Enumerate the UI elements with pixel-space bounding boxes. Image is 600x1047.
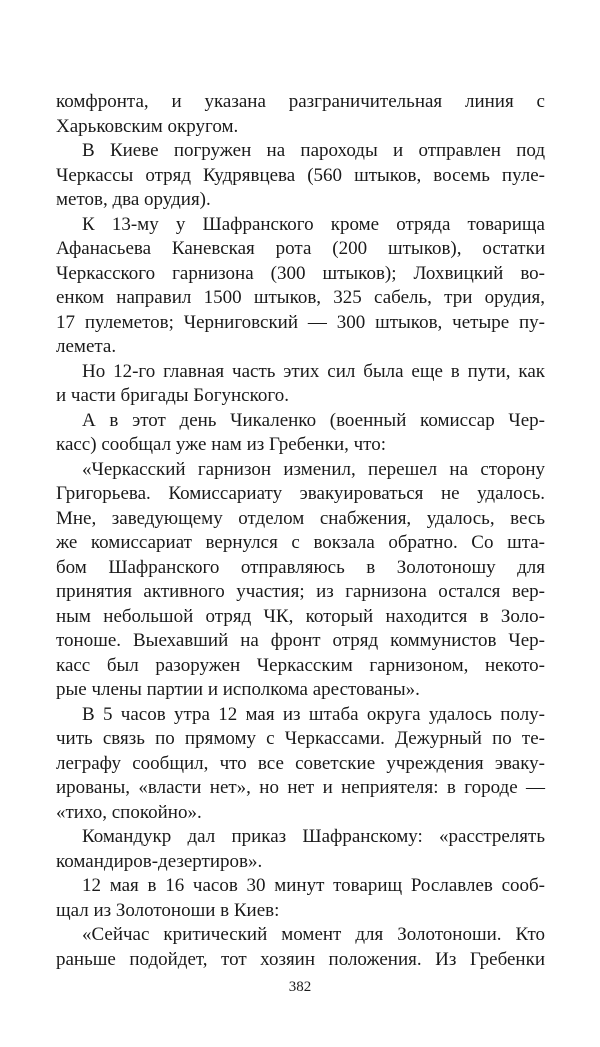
text-line: 17 пулеметов; Черниговский — 300 штыков, четыре пу- — [56, 311, 545, 333]
text-line: принятия активного участия; из гарнизона остался вер- — [56, 581, 545, 602]
text-line: Мне, заведующему отделом снабжения, удалось, весь — [56, 507, 545, 529]
text-line: Харьковским округом. — [56, 115, 239, 137]
text-line: метов, два орудия). — [56, 189, 211, 210]
paragraph — [56, 458, 545, 703]
text-line: тоноше. Выехавший на фронт отряд коммунистов Чер- — [56, 630, 545, 651]
text-line: Командукр дал приказ Шафранскому: «расстрелять — [82, 826, 545, 847]
paragraph — [56, 703, 545, 826]
text-line: Черкассы отряд Кудрявцева (560 штыков, восемь пуле- — [56, 164, 545, 186]
text-line: В 5 часов утра 12 мая из штаба округа удалось полу- — [82, 703, 545, 725]
paragraph — [56, 139, 545, 213]
paragraph — [56, 360, 545, 409]
text-line: рые члены партии и исполкома арестованы». — [56, 679, 420, 700]
text-line: леграфу сообщил, что все советские учреждения эваку- — [56, 752, 545, 774]
text-line: 12 мая в 16 часов 30 минут товарищ Рославлев сооб- — [82, 875, 545, 896]
text-line: А в этот день Чикаленко (военный комиссар Чер- — [82, 409, 545, 431]
text-line: же комиссариат вернулся с вокзала обратно. Со шта- — [56, 532, 545, 553]
text-line: щал из Золотоноши в Киев: — [56, 899, 280, 921]
paragraph — [56, 923, 545, 972]
text-line: «тихо, спокойно». — [56, 801, 202, 823]
body-text — [56, 90, 545, 972]
text-line: Но 12-го главная часть этих сил была еще в пути, как — [82, 360, 545, 382]
text-line: Афанасьева Каневская рота (200 штыков), остатки — [56, 238, 545, 259]
page-number: 382 — [288, 979, 312, 995]
paragraph — [56, 90, 545, 139]
text-line: лемета. — [56, 336, 117, 357]
text-line: В Киеве погружен на пароходы и отправлен под — [82, 140, 545, 161]
text-line: комфронта, и указана разграничительная линия с — [56, 91, 545, 112]
text-line: бом Шафранского отправляюсь в Золотоношу для — [56, 556, 545, 578]
text-line: командиров-дезертиров». — [56, 850, 263, 872]
text-line: ным небольшой отряд ЧК, который находится в Золо- — [56, 605, 545, 627]
paragraph — [56, 213, 545, 360]
text-line: Черкасского гарнизона (300 штыков); Лохвицкий во- — [56, 262, 545, 284]
text-line: чить связь по прямому с Черкассами. Дежурный по те- — [56, 728, 545, 749]
paragraph — [56, 825, 545, 874]
text-line: енком направил 1500 штыков, 325 сабель, три орудия, — [56, 287, 545, 308]
text-line: касс был разоружен Черкасским гарнизоном, некото- — [56, 654, 545, 676]
text-line: раньше подойдет, тот хозяин положения. Из Гребенки — [56, 948, 545, 970]
paragraph — [56, 874, 545, 923]
paragraph — [56, 409, 545, 458]
text-line: Григорьева. Комиссариату эвакуироваться не удалось. — [56, 483, 545, 504]
text-line: касс) сообщал уже нам из Гребенки, что: — [56, 434, 387, 455]
text-line: «Черкасский гарнизон изменил, перешел на сторону — [82, 458, 545, 480]
text-line: ированы, «власти нет», но нет и неприятеля: в городе — — [56, 777, 545, 798]
text-line: «Сейчас критический момент для Золотоноши. Кто — [82, 924, 545, 945]
text-line: и части бригады Богунского. — [56, 385, 289, 406]
text-line: К 13-му у Шафранского кроме отряда товарища — [82, 213, 545, 235]
